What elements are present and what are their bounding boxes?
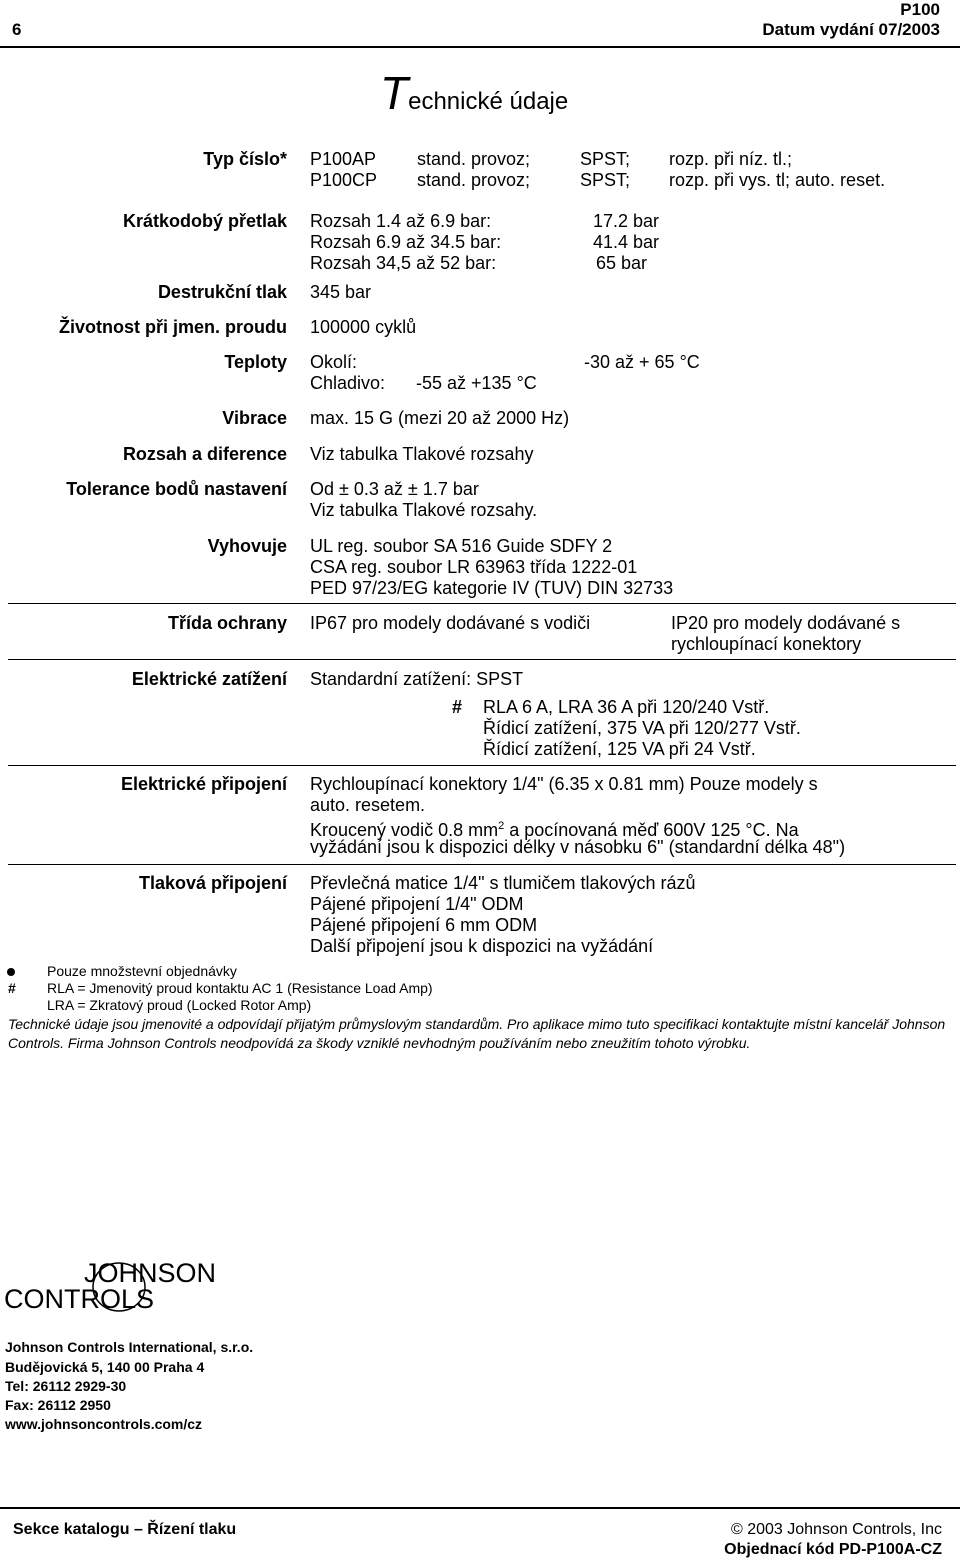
typ-model-1: P100AP (310, 149, 377, 169)
address-company: Johnson Controls International, s.r.o. (5, 1339, 254, 1355)
teploty-chladivo-value: -55 až +135 °C (416, 373, 537, 393)
bullet-icon (7, 968, 15, 976)
vyhovuje-line-1: UL reg. soubor SA 516 Guide SDFY 2 (310, 536, 613, 556)
typ-action-1: rozp. při níz. tl.; (669, 149, 793, 169)
note-rla: RLA = Jmenovitý proud kontaktu AC 1 (Resistance Load Amp) (47, 980, 433, 996)
label-destrukcni: Destrukční tlak (157, 282, 287, 302)
pripojeni-tl-line-1: Převlečná matice 1/4" s tlumičem tlakových rázů (310, 873, 696, 893)
typ-model-2: P100CP (310, 170, 378, 190)
destrukcni-value: 345 bar (310, 282, 372, 302)
note-lra: LRA = Zkratový proud (Locked Rotor Amp) (47, 997, 312, 1013)
address-web[interactable]: www.johnsoncontrols.com/cz (5, 1416, 203, 1432)
tolerance-line-1: Od ± 0.3 až ± 1.7 bar (310, 479, 479, 499)
typ-contact-1: SPST; (580, 149, 631, 169)
logo-line-1: JOHNSON (84, 1258, 217, 1288)
address-tel: Tel: 26112 2929-30 (5, 1378, 127, 1394)
label-tolerance: Tolerance bodů nastavení (66, 479, 287, 499)
tolerance-line-2: Viz tabulka Tlakové rozsahy. (310, 500, 538, 520)
zatizeni-line-2: RLA 6 A, LRA 36 A při 120/240 Vstř. (483, 697, 770, 717)
trida-right-2: rychloupínací konektory (671, 634, 862, 654)
pripojeni-el-sup: 2 (498, 820, 505, 832)
pripojeni-el-line-3a: Kroucený vodič 0.8 mm (310, 820, 499, 840)
divider (8, 765, 956, 766)
teploty-chladivo-label: Chladivo: (310, 373, 386, 393)
address-fax: Fax: 26112 2950 (5, 1397, 111, 1413)
zivotnost-value: 100000 cyklů (310, 317, 417, 337)
typ-action-2: rozp. při vys. tl; auto. reset. (669, 170, 886, 190)
zatizeni-line-4: Řídicí zatížení, 125 VA při 24 Vstř. (483, 739, 756, 759)
note-bullet: Pouze množstevní objednávky (47, 963, 237, 979)
zatizeni-line-3: Řídicí zatížení, 375 VA při 120/277 Vstř. (483, 718, 801, 738)
label-teploty: Teploty (224, 352, 287, 372)
pripojeni-el-line-3b: a pocínovaná měď 600V 125 °C. Na (504, 820, 799, 840)
johnson-controls-logo (4, 1258, 244, 1318)
doc-code: P100 (900, 0, 940, 19)
page-number: 6 (12, 20, 22, 39)
address-street: Budějovická 5, 140 00 Praha 4 (5, 1359, 205, 1375)
pretlak-value-1: 17.2 bar (593, 211, 660, 231)
typ-mode-1: stand. provoz; (417, 149, 531, 169)
teploty-okoli-label: Okolí: (310, 352, 358, 372)
footer-rule (0, 1507, 960, 1509)
footer-copyright: © 2003 Johnson Controls, Inc (730, 1521, 942, 1538)
pretlak-range-1: Rozsah 1.4 až 6.9 bar: (310, 211, 492, 231)
label-pretlak: Krátkodobý přetlak (122, 211, 287, 231)
title-rest: echnické údaje (408, 88, 569, 115)
trida-left: IP67 pro modely dodávané s vodiči (310, 613, 591, 633)
label-zivotnost: Životnost při jmen. proudu (59, 317, 287, 337)
label-pripojeni-tl: Tlaková připojení (138, 873, 287, 893)
divider (8, 659, 956, 660)
note-hash: # (8, 980, 16, 996)
vyhovuje-line-3: PED 97/23/EG kategorie IV (TUV) DIN 32733 (310, 578, 674, 598)
logo-emblem-icon (90, 1260, 150, 1314)
divider (8, 603, 956, 604)
pripojeni-el-line-4: vyžádání jsou k dispozici délky v násobku 6" (standardní délka 48") (310, 837, 846, 857)
pripojeni-tl-line-3: Pájené připojení 6 mm ODM (310, 915, 538, 935)
zatizeni-line-1: Standardní zatížení: SPST (310, 669, 524, 689)
pripojeni-el-line-1: Rychloupínací konektory 1/4" (6.35 x 0.81 mm) Pouze modely s (310, 774, 818, 794)
disclaimer: Technické údaje jsou jmenovité a odpovídají přijatým průmyslovým standardům. Pro aplikace mimo tuto specifikaci kontaktujte místní kancelář Johnson Controls. Firma Johnson Controls neodpovídá za škody vzniklé nevhodným používáním nebo zneužitím tohoto výrobku. (8, 1016, 946, 1051)
footer-section: Sekce katalogu – Řízení tlaku (13, 1521, 237, 1538)
divider (8, 864, 956, 865)
footer-order-code: Objednací kód PD-P100A-CZ (724, 1541, 942, 1558)
trida-right-1: IP20 pro modely dodávané s (671, 613, 901, 633)
vibrace-value: max. 15 G (mezi 20 až 2000 Hz) (310, 408, 570, 428)
label-vibrace: Vibrace (222, 408, 287, 428)
header-rule (0, 46, 960, 48)
pretlak-value-3: 65 bar (596, 253, 648, 273)
typ-mode-2: stand. provoz; (417, 170, 531, 190)
label-zatizeni: Elektrické zatížení (131, 669, 287, 689)
pretlak-range-2: Rozsah 6.9 až 34.5 bar: (310, 232, 502, 252)
pretlak-value-2: 41.4 bar (593, 232, 660, 252)
title-initial: T (380, 67, 409, 119)
label-rozsah: Rozsah a diference (122, 444, 287, 464)
issue-date: Datum vydání 07/2003 (762, 20, 940, 39)
pripojeni-tl-line-4: Další připojení jsou k dispozici na vyžádání (310, 936, 654, 956)
rozsah-value: Viz tabulka Tlakové rozsahy (310, 444, 534, 464)
pripojeni-tl-line-2: Pájené připojení 1/4" ODM (310, 894, 524, 914)
zatizeni-hash: # (452, 697, 463, 717)
label-pripojeni-el: Elektrické připojení (120, 774, 287, 794)
label-typ: Typ číslo* (203, 149, 287, 169)
vyhovuje-line-2: CSA reg. soubor LR 63963 třída 1222-01 (310, 557, 638, 577)
label-vyhovuje: Vyhovuje (207, 536, 287, 556)
typ-contact-2: SPST; (580, 170, 631, 190)
teploty-okoli-value: -30 až + 65 °C (584, 352, 700, 372)
page-title (380, 66, 568, 120)
logo-line-2: CONTROLS (4, 1284, 155, 1314)
pripojeni-el-line-2: auto. resetem. (310, 795, 426, 815)
pretlak-range-3: Rozsah 34,5 až 52 bar: (310, 253, 497, 273)
label-trida: Třída ochrany (167, 613, 287, 633)
